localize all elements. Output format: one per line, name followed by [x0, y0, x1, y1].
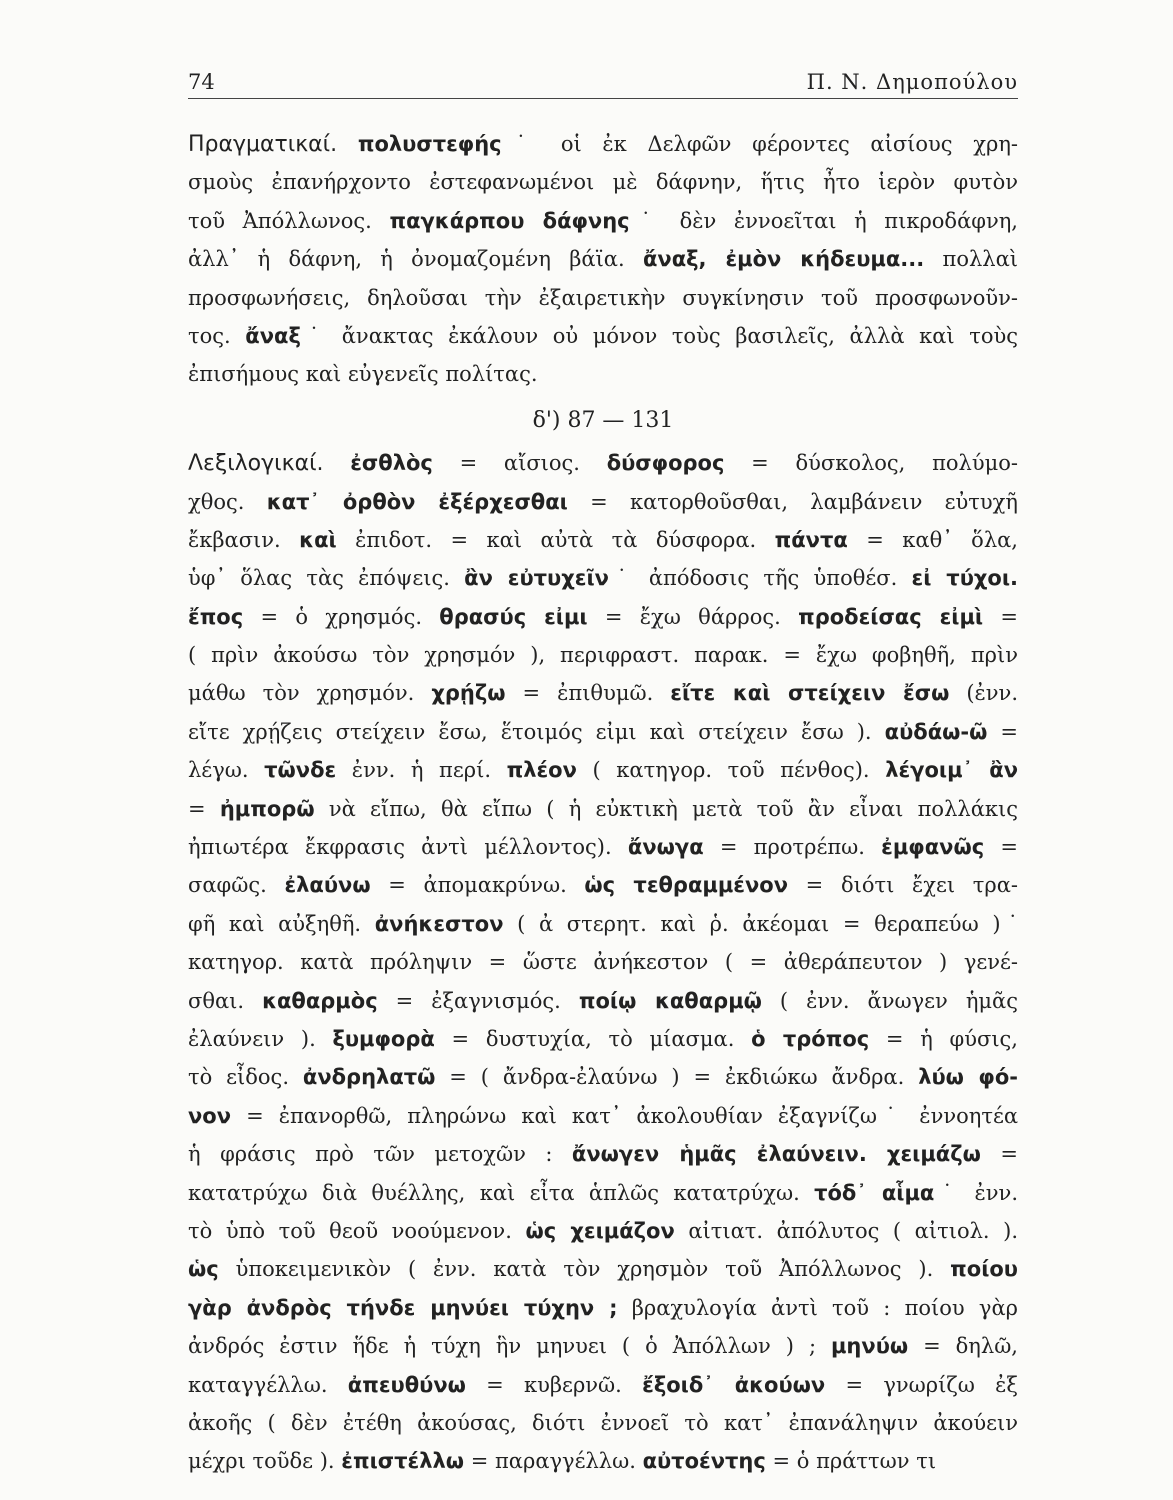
- lemma: εἴτε καὶ στείχειν ἔσω: [670, 681, 950, 706]
- gloss-text: μάθω τὸν χρησμόν.: [188, 681, 432, 706]
- gloss-text: πολλαὶ: [924, 247, 1018, 272]
- lemma: ὡς τεθραμμένον: [584, 873, 789, 898]
- lemma: πάντα: [774, 527, 848, 552]
- gloss-text: = διότι ἔχει τρα-: [788, 873, 1018, 898]
- gloss-text: ˙ δὲν ἐννοεῖται ἡ πικροδάφνη,: [629, 208, 1018, 233]
- text-line: [188, 828, 1018, 866]
- gloss-text: ἡ φράσις πρὸ τῶν μετοχῶν :: [188, 1142, 572, 1167]
- gloss-text: = δηλῶ,: [908, 1334, 1018, 1359]
- lemma: προδείσας εἰμὶ: [798, 604, 984, 629]
- gloss-text: (ἐνν.: [949, 681, 1018, 706]
- text-line: [188, 1250, 1018, 1288]
- gloss-text: = ἔχω θάρρος.: [587, 604, 799, 629]
- lemma: λύω φό-: [918, 1065, 1018, 1090]
- lemma: ἔξοιδ᾽ ἀκούων: [642, 1372, 826, 1397]
- gloss-text: ὑφ᾽ ὅλας τὰς ἐπόψεις.: [188, 566, 465, 591]
- lemma: ἐμφανῶς: [881, 835, 985, 860]
- gloss-text: προσφωνήσεις, δηλοῦσαι τὴν ἐξαιρετικὴν συγκίνησιν τοῦ προσφωνοῦν-: [188, 285, 1018, 310]
- gloss-text: τος.: [188, 323, 246, 348]
- gloss-text: ἐπιδοτ. = καὶ αὐτὰ τὰ δύσφορα.: [336, 527, 775, 552]
- gloss-text: =: [983, 604, 1018, 629]
- gloss-text: = κατορθοῦσθαι, λαμβάνειν εὐτυχῆ: [567, 489, 1018, 514]
- lemma: ποίου: [950, 1257, 1018, 1282]
- lemma: ἐπιστέλλω: [341, 1449, 465, 1474]
- gloss-text: [337, 132, 358, 156]
- text-line: [188, 279, 1018, 317]
- gloss-text: κατηγορ. κατὰ πρόληψιν = ὥστε ἀνήκεστον ( = ἀθεράπευτον ) γενέ-: [188, 950, 1018, 975]
- page-header: [188, 64, 1018, 99]
- gloss-text: ( ἐνν. ἄνωγεν ἡμᾶς: [761, 988, 1018, 1013]
- text-line: [188, 1097, 1018, 1135]
- text-line: [188, 1327, 1018, 1365]
- gloss-text: αἰτιατ. ἀπόλυτος ( αἰτιολ. ).: [674, 1218, 1018, 1243]
- lemma: ἄνωγεν ἡμᾶς ἐλαύνειν. χειμάζω: [571, 1142, 981, 1167]
- gloss-text: τὸ ὑπὸ τοῦ θεοῦ νοούμενον.: [188, 1218, 526, 1243]
- section-label: Πραγματικαί.: [188, 132, 338, 157]
- text-line: [188, 202, 1018, 240]
- body-text: [188, 125, 1018, 1481]
- gloss-text: ( πρὶν ἀκούσω τὸν χρησμόν ), περιφραστ. παρακ. = ἔχω φοβηθῆ, πρὶν: [188, 643, 1018, 668]
- lemma: ἔπος: [188, 604, 244, 629]
- lemma: ἄνωγα: [627, 835, 704, 860]
- lemma: ἀνήκεστον: [374, 911, 504, 936]
- gloss-text: σθαι.: [188, 988, 263, 1013]
- text-line: [188, 943, 1018, 981]
- gloss-text: ἀλλ᾽ ἡ δάφνη, ἡ ὀνομαζομένη βάϊα.: [188, 247, 643, 272]
- lemma: ἐλαύνω: [284, 873, 371, 898]
- lemma: ξυμφορὰ: [332, 1026, 435, 1051]
- gloss-text: [324, 451, 351, 475]
- lemma: ἀνδρηλατῶ: [302, 1065, 436, 1090]
- running-title: Π. Ν. Δημοπούλου: [806, 70, 1018, 94]
- gloss-text: = δύσκολος, πολύμο-: [724, 451, 1018, 476]
- text-line: [188, 982, 1018, 1020]
- page-number: 74: [188, 70, 215, 94]
- gloss-text: κατατρύχω διὰ θυέλλης, καὶ εἶτα ἁπλῶς κατατρύχω.: [188, 1180, 815, 1205]
- section-pragmatikai: [188, 125, 1018, 394]
- text-line: [188, 125, 1018, 163]
- text-line: [188, 1058, 1018, 1096]
- gloss-text: τοῦ Ἀπόλλωνος.: [188, 208, 390, 233]
- text-line: [188, 1212, 1018, 1250]
- gloss-text: εἴτε χρῄζεις στείχειν ἔσω, ἕτοιμός εἰμι καὶ στείχειν ἔσω ).: [188, 719, 885, 744]
- gloss-text: = γνωρίζω ἐξ: [825, 1372, 1018, 1397]
- text-line: [188, 1174, 1018, 1212]
- gloss-text: ἀνδρός ἐστιν ἥδε ἡ τύχη ἣν μηνυει ( ὁ Ἀπόλλων ) ;: [188, 1334, 831, 1359]
- lemma: θρασύς εἰμι: [439, 604, 588, 629]
- text-line: [188, 790, 1018, 828]
- gloss-text: μέχρι τοῦδε ).: [188, 1449, 342, 1474]
- text-line: [188, 1289, 1018, 1327]
- gloss-text: ἔκβασιν.: [188, 527, 300, 552]
- section-label: Λεξιλογικαί.: [188, 451, 324, 477]
- gloss-text: ἐλαύνειν ).: [188, 1026, 333, 1051]
- gloss-text: =: [188, 796, 220, 821]
- gloss-text: = ἀπομακρύνω.: [370, 873, 585, 898]
- lemma: ποίῳ καθαρμῷ: [578, 988, 762, 1013]
- gloss-text: = ἐπανορθῶ, πληρώνω καὶ κατ᾽ ἀκολουθίαν ἐξαγνίζω˙ ἐννοητέα: [231, 1103, 1018, 1128]
- section-heading: δ') 87 — 131: [532, 407, 674, 433]
- gloss-text: = παραγγέλλω.: [464, 1449, 643, 1474]
- gloss-text: = καθ᾽ ὅλα,: [847, 527, 1018, 552]
- lemma: ἄναξ: [245, 323, 301, 348]
- gloss-text: ˙ οἱ ἐκ Δελφῶν φέροντες αἰσίους χρη-: [501, 132, 1018, 156]
- gloss-text: = ἐπιθυμῶ.: [505, 681, 671, 706]
- text-line: [188, 355, 1018, 393]
- text-line: [188, 521, 1018, 559]
- lemma: ἄναξ, ἐμὸν κήδευμα...: [642, 247, 925, 272]
- text-line: [188, 444, 1018, 482]
- lemma: ἐσθλὸς: [350, 451, 433, 476]
- gloss-text: = ( ἄνδρα-ἐλαύνω ) = ἐκδιώκω ἄνδρα.: [435, 1065, 919, 1090]
- gloss-text: =: [987, 719, 1018, 744]
- text-line: [188, 240, 1018, 278]
- lemma: μηνύω: [830, 1334, 909, 1359]
- section-lexilogikai: [188, 444, 1018, 1481]
- lemma: ὡς χειμάζον: [525, 1218, 675, 1243]
- lemma: παγκάρπου δάφνης: [389, 208, 630, 233]
- lemma: αὐδάω-ῶ: [884, 719, 988, 744]
- lemma: δύσφορος: [606, 451, 725, 476]
- gloss-text: βραχυλογία ἀντὶ τοῦ : ποίου γὰρ: [617, 1295, 1018, 1320]
- text-line: [188, 1135, 1018, 1173]
- gloss-text: ˙ ἀπόδοσις τῆς ὑποθέσ.: [608, 566, 912, 591]
- gloss-text: ὑποκειμενικὸν ( ἐνν. κατὰ τὸν χρησμὸν τοῦ Ἀπόλλωνος ).: [218, 1257, 951, 1282]
- gloss-text: ( ἀ στερητ. καὶ ῥ. ἀκέομαι = θεραπεύω )˙: [503, 911, 1018, 936]
- text-line: [188, 598, 1018, 636]
- lemma: νον: [188, 1103, 232, 1128]
- lemma: ἀπευθύνω: [347, 1372, 466, 1397]
- gloss-text: ˙ ἄνακτας ἐκάλουν οὐ μόνον τοὺς βασιλεῖς, ἀλλὰ καὶ τοὺς: [300, 323, 1018, 348]
- lemma: λέγοιμ᾽ ἂν: [885, 758, 1018, 783]
- text-line: [188, 674, 1018, 712]
- gloss-text: ˙ ἐνν.: [934, 1180, 1018, 1205]
- lemma: πολυστεφής: [357, 132, 502, 156]
- gloss-text: καταγγέλλω.: [188, 1372, 348, 1397]
- lemma: κατ᾽ ὀρθὸν ἐξέρχεσθαι: [266, 489, 568, 514]
- gloss-text: = αἴσιος.: [432, 451, 607, 476]
- gloss-text: ( κατηγορ. τοῦ πένθος).: [576, 758, 886, 783]
- gloss-text: = ὁ χρησμός.: [243, 604, 440, 629]
- gloss-text: = προτρέπω.: [703, 835, 882, 860]
- lemma: ἂν εὐτυχεῖν: [464, 566, 609, 591]
- text-line: [188, 163, 1018, 201]
- gloss-text: =: [984, 835, 1018, 860]
- gloss-text: ἠπιωτέρα ἔκφρασις ἀντὶ μέλλοντος).: [188, 835, 628, 860]
- gloss-text: φῆ καὶ αὐξηθῆ.: [188, 911, 375, 936]
- gloss-text: ἀκοῆς ( δὲν ἐτέθη ἀκούσας, διότι ἐννοεῖ τὸ κατ᾽ ἐπανάληψιν ἀκούειν: [188, 1410, 1018, 1435]
- lemma: τῶνδε: [264, 758, 337, 783]
- text-line: [188, 1404, 1018, 1442]
- lemma: εἰ τύχοι.: [911, 566, 1018, 591]
- gloss-text: τὸ εἶδος.: [188, 1065, 303, 1090]
- lemma: ἠμπορῶ: [219, 796, 315, 821]
- gloss-text: σμοὺς ἐπανήρχοντο ἐστεφανωμένοι μὲ δάφνην, ἥτις ἦτο ἱερὸν φυτὸν: [188, 170, 1018, 195]
- text-line: [188, 713, 1018, 751]
- text-line: [188, 905, 1018, 943]
- gloss-text: = κυβερνῶ.: [465, 1372, 643, 1397]
- text-line: [188, 636, 1018, 674]
- gloss-text: νὰ εἴπω, θὰ εἴπω ( ἡ εὐκτικὴ μετὰ τοῦ ἂν εἶναι πολλάκις: [314, 796, 1018, 821]
- lemma: τόδ᾽ αἷμα: [814, 1180, 935, 1205]
- gloss-text: ἐπισήμους καὶ εὐγενεῖς πολίτας.: [188, 362, 538, 387]
- lemma: ὡς: [188, 1257, 219, 1282]
- text-line: [188, 317, 1018, 355]
- lemma: καθαρμὸς: [262, 988, 378, 1013]
- gloss-text: σαφῶς.: [188, 873, 285, 898]
- text-line: [188, 751, 1018, 789]
- gloss-text: χθος.: [188, 489, 267, 514]
- lemma: ὁ τρόπος: [751, 1026, 870, 1051]
- gloss-text: = ἐξαγνισμός.: [377, 988, 579, 1013]
- lemma: χρῄζω: [431, 681, 506, 706]
- gloss-text: = ἡ φύσις,: [869, 1026, 1018, 1051]
- text-line: [188, 483, 1018, 521]
- lemma: πλέον: [506, 758, 577, 783]
- gloss-text: λέγω.: [188, 758, 265, 783]
- text-line: [188, 1442, 1018, 1480]
- gloss-text: = δυστυχία, τὸ μίασμα.: [434, 1026, 752, 1051]
- text-line: [188, 559, 1018, 597]
- text-line: [188, 1020, 1018, 1058]
- gloss-text: =: [980, 1142, 1018, 1167]
- lemma: αὐτοέντης: [642, 1449, 766, 1474]
- text-line: [188, 1366, 1018, 1404]
- gloss-text: ἐνν. ἡ περί.: [336, 758, 507, 783]
- lemma: καὶ: [299, 527, 337, 552]
- gloss-text: = ὁ πράττων τι: [765, 1449, 937, 1474]
- lemma: γὰρ ἀνδρὸς τήνδε μηνύει τύχην ;: [188, 1295, 618, 1320]
- text-line: [188, 866, 1018, 904]
